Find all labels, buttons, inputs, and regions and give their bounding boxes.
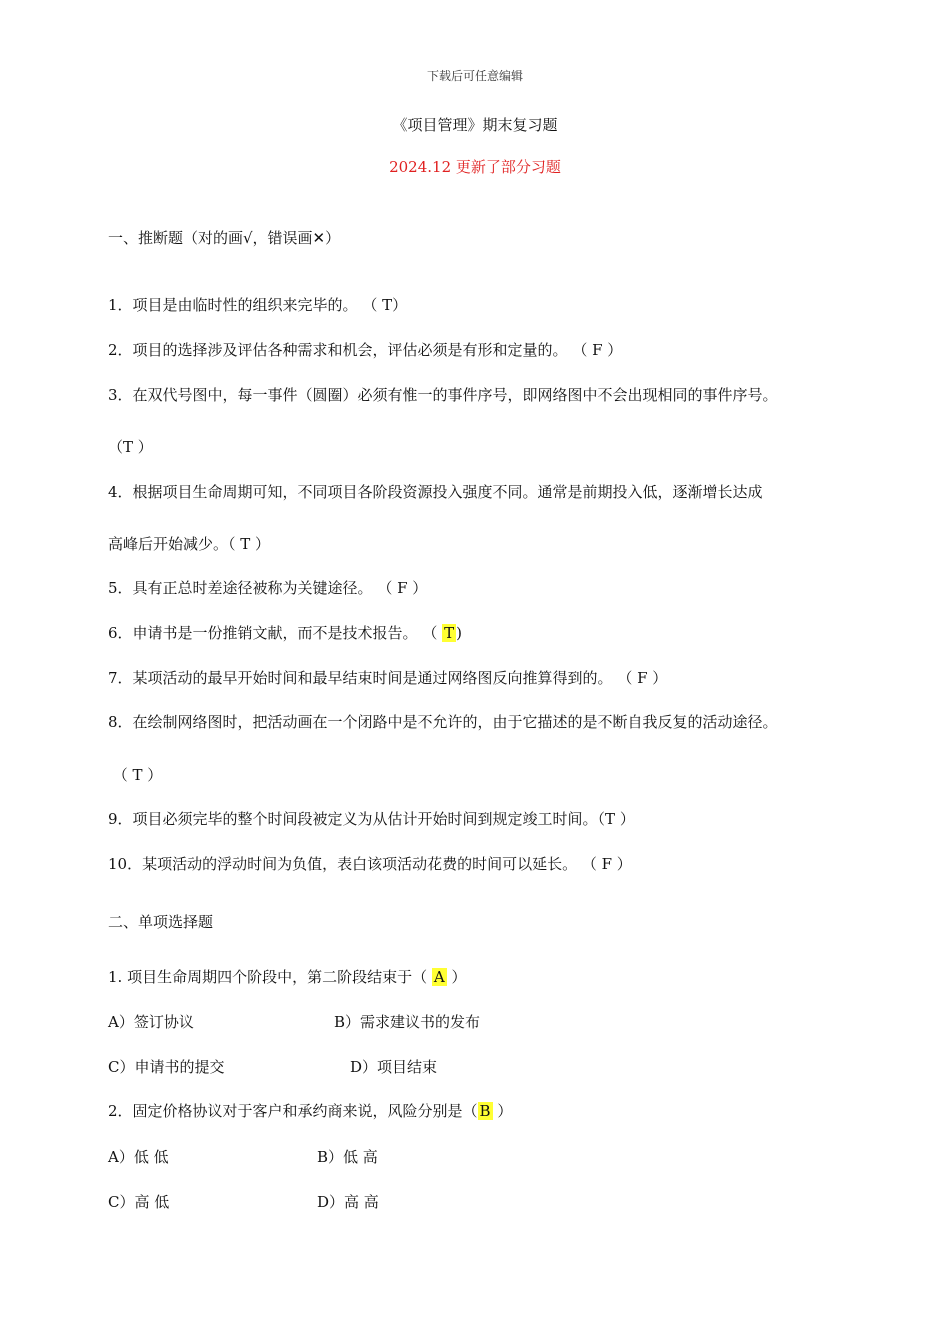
judgement-item-1: 1．项目是由临时性的组织来完毕的。 （ T）: [108, 296, 408, 314]
choice-option-1d: D）项目结束: [350, 1058, 438, 1076]
judgement-item-4: 4．根据项目生命周期可知，不同项目各阶段资源投入强度不同。通常是前期投入低，逐渐增长达成: [108, 483, 763, 501]
judgement-item-3-answer: （T ）: [108, 438, 153, 456]
judgement-item-6-text: 6．申请书是一份推销文献，而不是技术报告。 （: [108, 624, 443, 642]
choice-option-2a: A）低 低: [108, 1148, 169, 1166]
choice-option-2b: B）低 高: [317, 1148, 378, 1166]
choice-option-2d: D）高 高: [317, 1193, 379, 1211]
judgement-item-2: 2．项目的选择涉及评估各种需求和机会，评估必须是有形和定量的。 （ F ）: [108, 341, 623, 359]
choice-question-2-close: ）: [492, 1102, 513, 1120]
section-heading-single-choice: 二、单项选择题: [108, 913, 214, 931]
choice-question-2-text: 2．固定价格协议对于客户和承约商来说，风险分别是（: [108, 1102, 478, 1120]
page-subtitle: 2024.12 更新了部分习题: [389, 158, 561, 176]
choice-option-1c: C）申请书的提交: [108, 1058, 225, 1076]
highlighted-answer: A: [433, 968, 445, 986]
judgement-item-5: 5．具有正总时差途径被称为关键途径。 （ F ）: [108, 579, 428, 597]
highlighted-answer: T: [444, 624, 455, 642]
judgement-item-8-answer: （ T ）: [108, 766, 163, 784]
judgement-item-8: 8．在绘制网络图时，把活动画在一个闭路中是不允许的，由于它描述的是不断自我反复的活动途径。: [108, 713, 778, 731]
judgement-item-3: 3．在双代号图中，每一事件（圆圈）必须有惟一的事件序号，即网络图中不会出现相同的事件序号。: [108, 386, 778, 404]
choice-question-1-text: 1. 项目生命周期四个阶段中，第二阶段结束于（: [108, 968, 432, 986]
judgement-item-10: 10．某项活动的浮动时间为负值，表白该项活动花费的时间可以延长。 （ F ）: [108, 855, 632, 873]
header-note: 下载后可任意编辑: [426, 69, 523, 83]
choice-option-1a: A）签订协议: [108, 1013, 194, 1031]
choice-question-1: [108, 967, 466, 987]
judgement-item-7: 7．某项活动的最早开始时间和最早结束时间是通过网络图反向推算得到的。 （ F ）: [108, 669, 668, 687]
judgement-item-9: 9．项目必须完毕的整个时间段被定义为从估计开始时间到规定竣工时间。（T ）: [108, 810, 635, 828]
highlighted-answer: B: [479, 1102, 491, 1120]
page-title: 《项目管理》期末复习题: [392, 116, 558, 134]
judgement-item-6: [108, 623, 462, 643]
choice-option-2c: C）高 低: [108, 1193, 170, 1211]
judgement-item-4-continued: 高峰后开始减少。（ T ）: [108, 535, 271, 553]
choice-option-1b: B）需求建议书的发布: [334, 1013, 481, 1031]
section-heading-judgement: 一、推断题（对的画√，错误画✕）: [108, 229, 341, 247]
judgement-item-6-close: ): [456, 624, 462, 642]
choice-question-1-close: ）: [446, 968, 467, 986]
choice-question-2: [108, 1101, 512, 1121]
